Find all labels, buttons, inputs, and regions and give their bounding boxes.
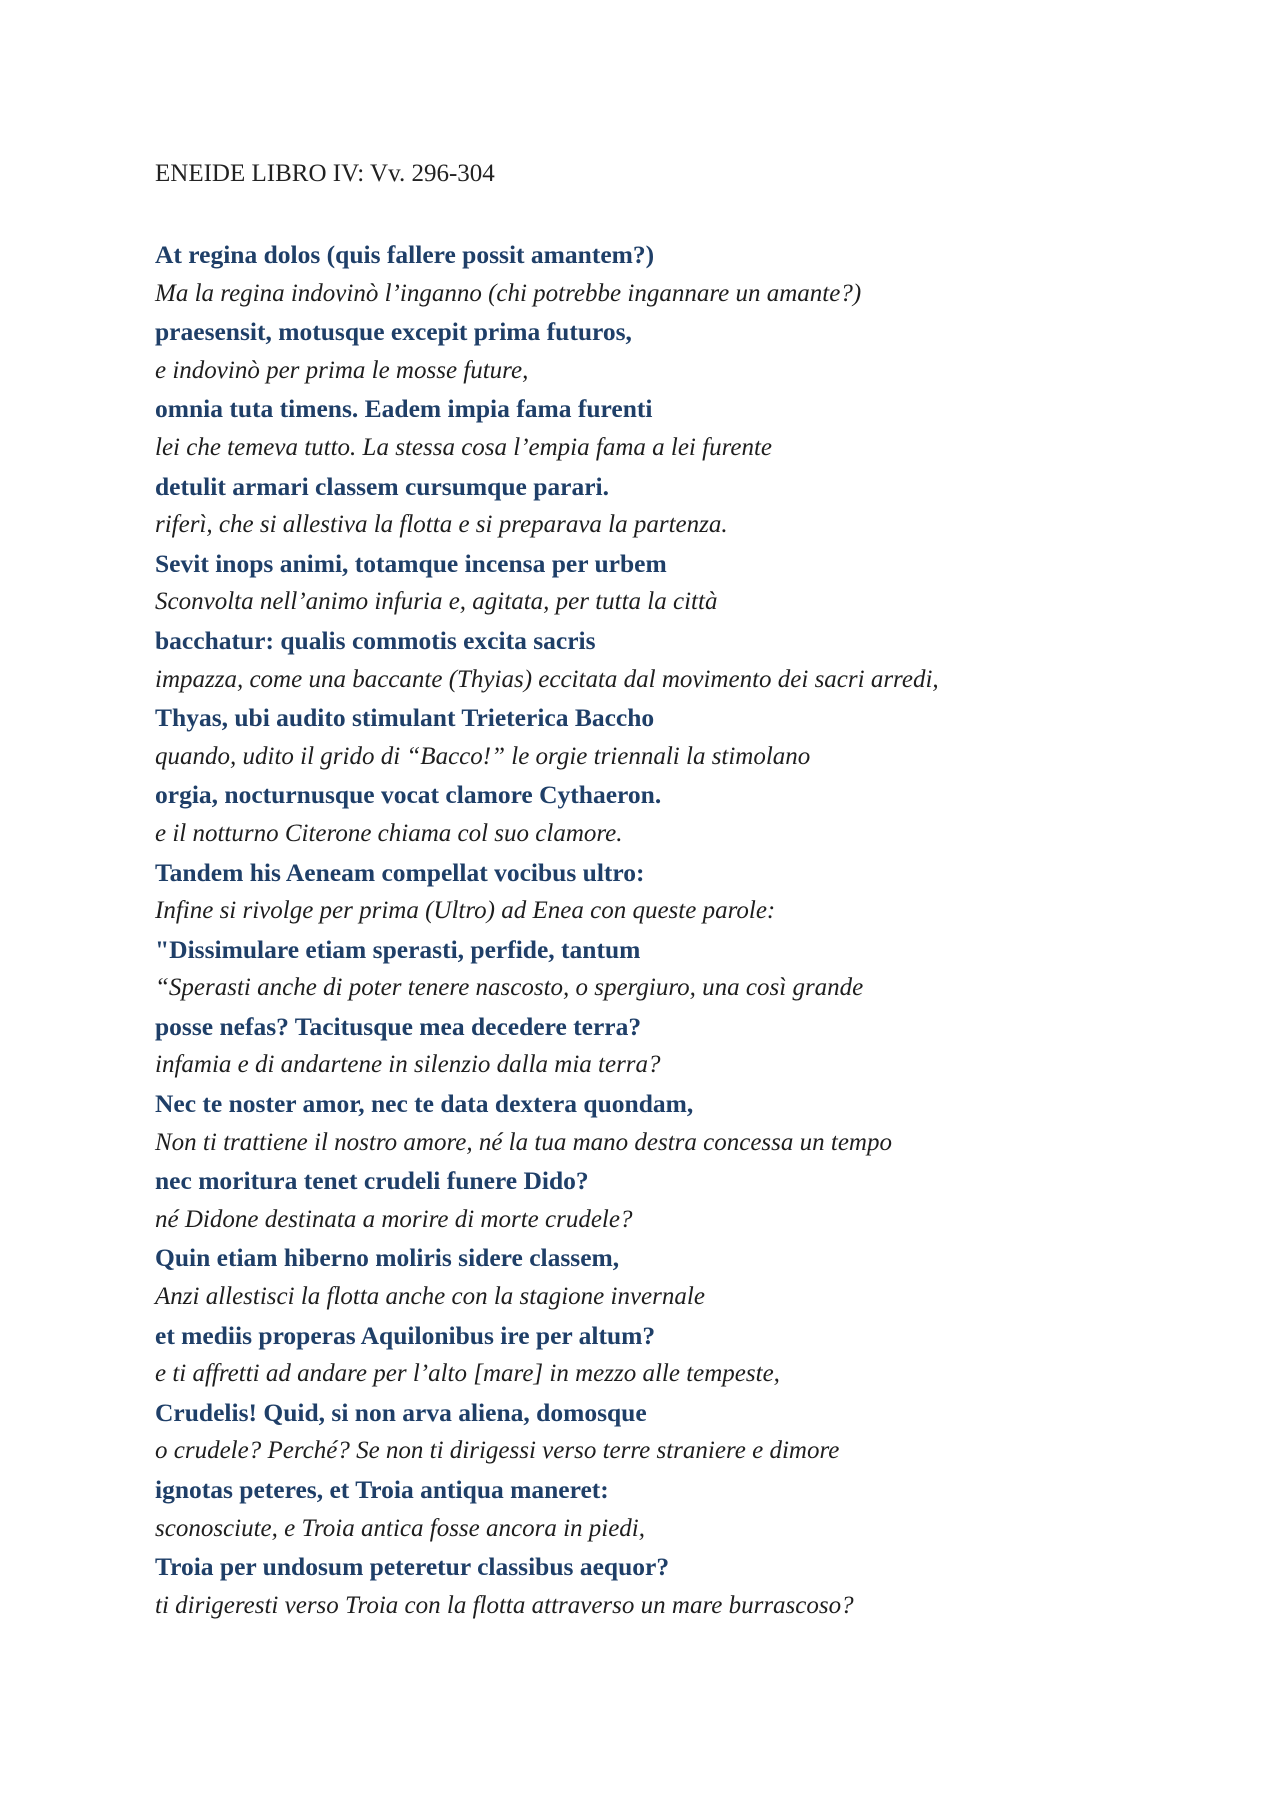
italian-translation-line: quando, udito il grido di “Bacco!” le orgie triennali la stimolano (155, 742, 811, 770)
italian-translation-line: né Didone destinata a morire di morte crudele? (155, 1205, 633, 1233)
latin-verse-line: Troia per undosum peteretur classibus aequor? (155, 1552, 670, 1582)
latin-verse-line: Tandem his Aeneam compellat vocibus ultro: (155, 857, 645, 887)
latin-verse-line: et mediis properas Aquilonibus ire per altum? (155, 1320, 656, 1350)
latin-verse-line: omnia tuta timens. Eadem impia fama furenti (155, 394, 653, 424)
latin-verse-line: ignotas peteres, et Troia antiqua maneret: (155, 1475, 609, 1504)
italian-translation-line: e il notturno Citerone chiama col suo clamore. (155, 819, 623, 847)
latin-verse-line: praesensit, motusque excepit prima futuros, (155, 317, 632, 347)
italian-translation-line: ti dirigeresti verso Troia con la flotta attraverso un mare burrascoso? (155, 1591, 854, 1619)
latin-verse-line: Sevit inops animi, totamque incensa per urbem (155, 548, 667, 578)
italian-translation-line: Infine si rivolge per prima (Ultro) ad Enea con queste parole: (155, 897, 776, 925)
latin-verse-line: At regina dolos (quis fallere possit amantem?) (155, 240, 655, 269)
latin-verse-line: orgia, nocturnusque vocat clamore Cythaeron. (155, 780, 662, 810)
italian-translation-line: riferì, che si allestiva la flotta e si preparava la partenza. (155, 511, 728, 539)
italian-translation-line: e ti affretti ad andare per l’alto [mare] in mezzo alle tempeste, (155, 1360, 780, 1388)
latin-verse-line: "Dissimulare etiam sperasti, perfide, tantum (155, 934, 641, 964)
italian-translation-line: sconosciute, e Troia antica fosse ancora in piedi, (155, 1514, 646, 1542)
latin-verse-line: Crudelis! Quid, si non arva aliena, domosque (155, 1397, 647, 1427)
latin-verse-line: bacchatur: qualis commotis excita sacris (155, 625, 596, 655)
latin-verse-line: posse nefas? Tacitusque mea decedere terra? (155, 1011, 642, 1041)
italian-translation-line: Ma la regina indovinò l’inganno (chi potrebbe ingannare un amante?) (155, 279, 862, 307)
italian-translation-line: Sconvolta nell’animo infuria e, agitata, per tutta la città (155, 588, 718, 616)
italian-translation-line: lei che temeva tutto. La stessa cosa l’empia fama a lei furente (155, 433, 773, 461)
latin-verse-line: nec moritura tenet crudeli funere Dido? (155, 1166, 589, 1196)
latin-verse-line: Quin etiam hiberno moliris sidere classem, (155, 1243, 620, 1273)
latin-verse-line: detulit armari classem cursumque parari. (155, 471, 609, 501)
italian-translation-line: impazza, come una baccante (Thyias) eccitata dal movimento dei sacri arredi, (155, 665, 939, 693)
italian-translation-line: Non ti trattiene il nostro amore, né la tua mano destra concessa un tempo (155, 1128, 892, 1156)
italian-translation-line: o crudele? Perché? Se non ti dirigessi verso terre straniere e dimore (155, 1437, 840, 1465)
latin-verse-line: Nec te noster amor, nec te data dextera quondam, (155, 1089, 694, 1119)
italian-translation-line: infamia e di andartene in silenzio dalla mia terra? (155, 1051, 661, 1079)
verse-list (155, 236, 939, 1625)
italian-translation-line: “Sperasti anche di poter tenere nascosto, o spergiuro, una così grande (155, 974, 864, 1002)
italian-translation-line: Anzi allestisci la flotta anche con la stagione invernale (155, 1283, 705, 1311)
latin-verse-line: Thyas, ubi audito stimulant Trieterica Baccho (155, 703, 655, 733)
document-title: ENEIDE LIBRO IV: Vv. 296-304 (155, 160, 495, 187)
italian-translation-line: e indovinò per prima le mosse future, (155, 356, 529, 384)
